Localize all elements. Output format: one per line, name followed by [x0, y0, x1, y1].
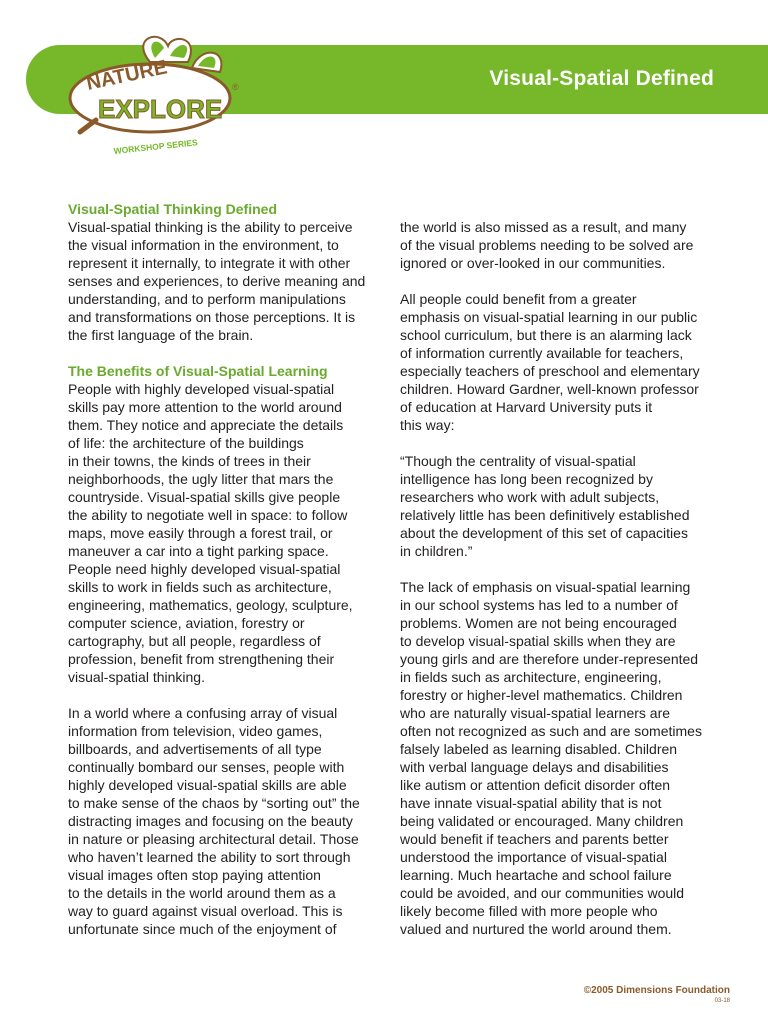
paragraph-benefits: People with highly developed visual-spatial skills pay more attention to the world around them. They notice and appreciate the details of life: the architecture of the buildings in their towns, the kinds of trees in their neighborhoods, the ugly litter that mars the countryside. Visual-spatial skills give people the ability to negotiate well in space: to follow maps, move easily through a forest trail, or maneuver a car into a tight parking space. People need highly developed visual-spatial skills to work in fields such as architecture, engineering, mathematics, geology, sculpture, computer science, aviation, forestry or cartography, but all people, regardless of profession, benefit from strengthening their visual-spatial thinking. — [68, 381, 353, 685]
nature-explore-logo — [60, 28, 260, 168]
paragraph-curriculum: All people could benefit from a greater emphasis on visual-spatial learning in our public school curriculum, but there is an alarming lack of information currently available for teachers, especially teachers of preschool and elementary children. Howard Gardner, well-known professor of education at Harvard University puts it this way: — [400, 291, 700, 433]
paragraph-definition: Visual-spatial thinking is the ability to perceive the visual information in the environment, to represent it internally, to integrate it with other senses and experiences, to derive meaning and understanding, and to perform manipulations and transformations on those perceptions. It is the first language of the brain. — [68, 219, 366, 343]
magnifying-glass-icon — [80, 120, 96, 132]
paragraph-missed-world: the world is also missed as a result, and many of the visual problems needing to be solved are ignored or over-looked in our communities. — [400, 219, 694, 271]
section-heading-defined: Visual-Spatial Thinking Defined — [68, 201, 277, 217]
left-column — [68, 200, 368, 956]
registered-mark: ® — [232, 82, 239, 92]
page-title: Visual-Spatial Defined — [489, 67, 714, 90]
logo-line1: NATURE — [84, 56, 170, 95]
logo-line2: EXPLORE — [98, 94, 223, 124]
section-heading-benefits: The Benefits of Visual-Spatial Learning — [68, 363, 328, 379]
gardner-quote: “Though the centrality of visual-spatial intelligence has long been recognized by researchers who work with adult subjects, relatively little has been definitively established about the development of this set of capacities in children.” — [400, 453, 690, 559]
paragraph-confusing-world: In a world where a confusing array of visual information from television, video games, billboards, and advertisements of all type continually bombard our senses, people with highly developed visual-spatial skills are able to make sense of the chaos by “sorting out” the distracting images and focusing on the beauty in nature or pleasing architectural detail. Those who haven’t learned the ability to sort through visual images often stop paying attention to the details in the world around them as a way to guard against visual overload. This is unfortunate since much of the enjoyment of — [68, 705, 360, 937]
right-column — [400, 218, 710, 956]
logo-tagline: WORKSHOP SERIES — [113, 137, 199, 156]
paragraph-lack-of-emphasis: The lack of emphasis on visual-spatial learning in our school systems has led to a number of problems. Women are not being encouraged to develop visual-spatial skills when they are young girls and are therefore under-represented in fields such as architecture, engineering, forestry or higher-level mathematics. Children who are naturally visual-spatial learners are often not recognized as such and are sometimes falsely labeled as learning disabled. Children with verbal language delays and disabilities like autism or attention deficit disorder often have innate visual-spatial ability that is not being validated or encouraged. Many children would benefit if teachers and parents better understood the importance of visual-spatial learning. Much heartache and school failure could be avoided, and our communities would likely become filled with more people who valued and nurtured the world around them. — [400, 579, 702, 937]
document-code: 03-18 — [714, 998, 730, 1004]
copyright-notice: ©2005 Dimensions Foundation — [583, 985, 730, 996]
